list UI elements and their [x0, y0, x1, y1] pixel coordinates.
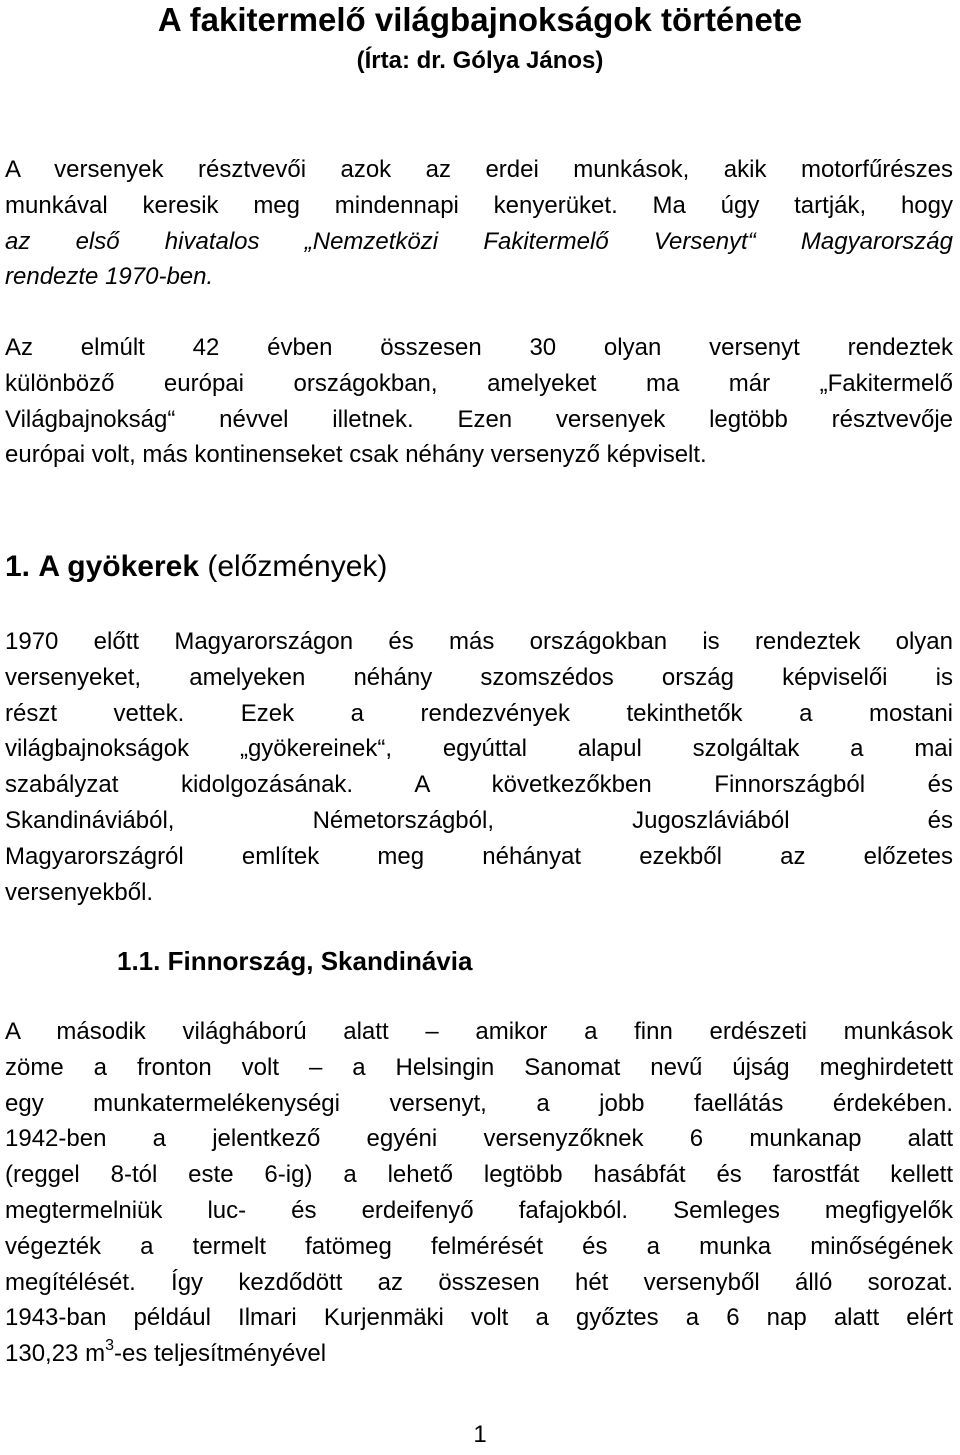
s11-line-1: A második világháború alatt – amikor a finn erdészeti munkások — [5, 1018, 953, 1045]
section-1-heading — [5, 548, 387, 586]
s1-line-7: Magyarországról említek meg néhányat ezekből az előzetes — [5, 842, 953, 870]
intro-line-2: munkával keresik meg mindennapi kenyerüket. Ma úgy tartják, hogy — [5, 191, 953, 219]
intro-line-3: az első hivatalos „Nemzetközi Fakitermelő Versenyt“ Magyarország — [5, 227, 953, 255]
s11-line-4: 1942-ben a jelentkező egyéni versenyzőknek 6 munkanap alatt — [5, 1125, 953, 1153]
section-1-number: 1. — [5, 550, 31, 583]
s1-line-5: szabályzat kidolgozásának. A következőkben Finnországból és — [5, 771, 953, 799]
s1-line-1: 1970 előtt Magyarországon és más országokban is rendeztek olyan — [5, 628, 953, 655]
document-title: A fakitermelő világbajnokságok története — [157, 1, 803, 38]
s11-final-suffix: -es teljesítményével — [113, 1340, 327, 1368]
s11-line-5: (reggel 8-tól este 6-ig) a lehető legtöbb hasábfát és farostfát kellett — [5, 1161, 953, 1189]
second-line-3: Világbajnokság“ névvel illetnek. Ezen versenyek legtöbb résztvevője — [5, 405, 953, 433]
s1-line-8: versenyekből. — [5, 878, 154, 906]
section-1-1-heading: 1.1. Finnország, Skandinávia — [117, 946, 473, 976]
cubic-superscript: 3 — [105, 1337, 114, 1355]
s11-line-7: végezték a termelt fatömeg felmérését és a munka minőségének — [5, 1232, 953, 1260]
page-number: 1 — [473, 1421, 487, 1448]
s1-line-3: részt vettek. Ezek a rendezvények tekinthetők a mostani — [5, 699, 953, 727]
s11-final-prefix: 130,23 m — [5, 1340, 106, 1368]
s1-line-2: versenyeket, amelyeken néhány szomszédos ország képviselői is — [5, 663, 953, 691]
section-1-1-paragraph — [5, 1014, 953, 1372]
section-1-paragraph — [5, 624, 953, 910]
s1-line-4: világbajnokságok „gyökereinek“, egyúttal alapul szolgáltak a mai — [5, 735, 953, 763]
s11-line-2: zöme a fronton volt – a Helsingin Sanomat nevű újság meghirdetett — [5, 1053, 953, 1081]
s11-line-9: 1943-ban például Ilmari Kurjenmäki volt a győztes a 6 nap alatt elért — [5, 1304, 953, 1332]
intro-paragraph — [5, 152, 953, 295]
second-line-2: különböző európai országokban, amelyeket ma már „Fakitermelő — [5, 369, 953, 397]
s11-line-6: megtermelniük luc- és erdeifenyő fafajokból. Semleges megfigyelők — [5, 1196, 953, 1224]
author-line: (Írta: dr. Gólya János) — [356, 47, 604, 74]
second-paragraph — [5, 330, 953, 473]
section-1-title: A gyökerek — [38, 550, 200, 583]
intro-line-4: rendezte 1970-ben. — [5, 263, 214, 291]
second-line-4: európai volt, más kontinenseket csak néhány versenyző képviselt. — [5, 441, 707, 469]
intro-line-1: A versenyek résztvevői azok az erdei munkások, akik motorfűrészes — [5, 156, 953, 183]
section-1-subtitle: (előzmények) — [207, 550, 388, 583]
s1-line-6: Skandináviából, Németországból, Jugoszláviából és — [5, 806, 953, 834]
s11-line-10 — [5, 1336, 953, 1372]
s11-line-3: egy munkatermelékenységi versenyt, a jobb faellátás érdekében. — [5, 1089, 953, 1117]
second-line-1: Az elmúlt 42 évben összesen 30 olyan versenyt rendeztek — [5, 334, 953, 361]
s11-line-8: megítélését. Így kezdődött az összesen hét versenyből álló sorozat. — [5, 1268, 953, 1296]
